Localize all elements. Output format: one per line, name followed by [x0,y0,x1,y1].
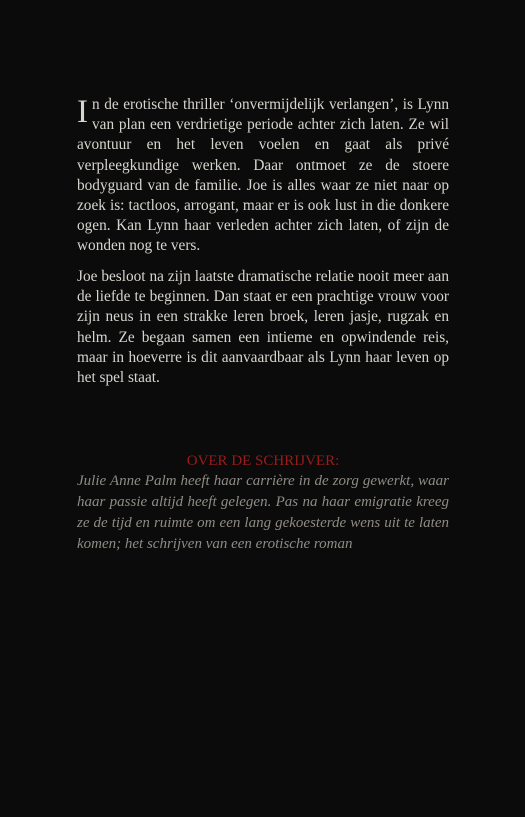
blurb-paragraph-1 [77,95,449,257]
about-author-text: Julie Anne Palm heeft haar carrière in de zorg gewerkt, waar haar passie altijd heeft gelegen. Pas na haar emigratie kreeg ze de tijd en ruimte om een lang gekoesterde wens uit te laten komen; het schrijven van een erotische roman [77,473,449,552]
blurb-paragraph-1-text: n de erotische thriller ‘onvermijdelijk verlangen’, is Lynn van plan een verdrietige periode achter zich laten. Ze wil avontuur en het leven voelen en gaat als privé verpleegkundige werken. Daar ontmoet ze de stoere bodyguard van de familie. Joe is alles waar ze niet naar op zoek is: tactloos, arrogant, maar er is ook lust in die donkere ogen. Kan Lynn haar verleden achter zich laten, of zijn de wonden nog te vers. [77,96,449,255]
drop-cap: I [77,94,88,130]
blurb-paragraph-2: Joe besloot na zijn laatste dramatische relatie nooit meer aan de liefde te beginnen. Dan staat er een prachtige vrouw voor zijn neus in een strakke leren broek, leren jasje, rugzak en helm. Ze begaan samen een intieme en opwindende reis, maar in hoeverre is dit aanvaardbaar als Lynn haar leven op het spel staat. [77,268,449,387]
about-author-heading: OVER DE SCHRIJVER: [186,453,340,469]
